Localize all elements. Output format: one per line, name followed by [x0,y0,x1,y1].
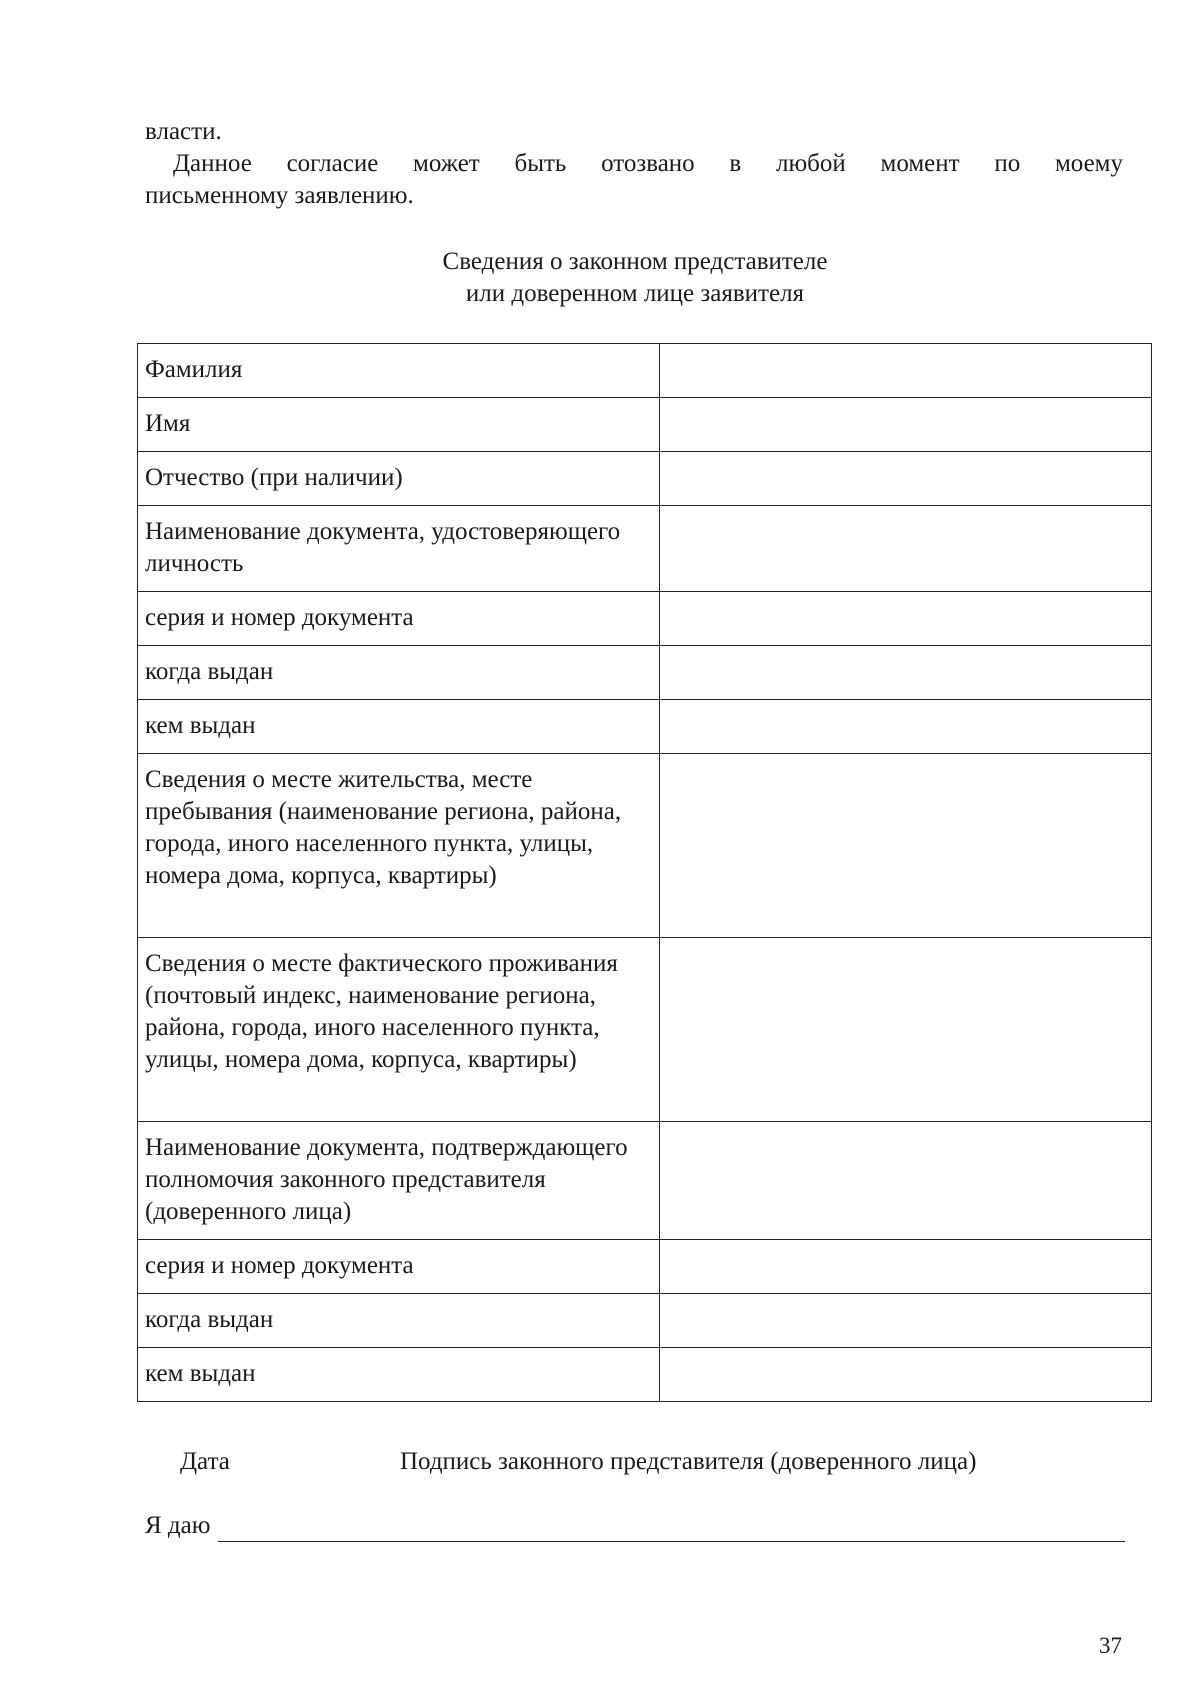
row-label: серия и номер документа [138,592,660,646]
row-label: Фамилия [138,344,660,398]
consent-fill-line[interactable] [218,1515,1125,1542]
table-row [138,344,1152,398]
table-row [138,452,1152,506]
row-value-field[interactable] [660,506,1152,592]
date-label: Дата [180,1448,230,1475]
row-value-field[interactable] [660,1122,1152,1240]
row-value-field[interactable] [660,700,1152,754]
representative-info-table [137,343,1152,1402]
row-label: кем выдан [138,1348,660,1402]
row-label: кем выдан [138,700,660,754]
consent-prefix: Я даю [145,1512,211,1539]
table-row [138,646,1152,700]
table-row [138,754,1152,938]
intro-paragraph: Данное согласие может быть отозвано в любой момент по моему [173,150,1123,177]
row-label: Имя [138,398,660,452]
table-row [138,592,1152,646]
row-value-field[interactable] [660,398,1152,452]
table-row [138,1122,1152,1240]
table-row [138,1348,1152,1402]
section-title-line-1: Сведения о законном представителе [442,248,828,275]
row-label: серия и номер документа [138,1240,660,1294]
row-label: Отчество (при наличии) [138,452,660,506]
row-label: Наименование документа, подтверждающего полномочия законного представителя (доверенного лица) [138,1122,660,1240]
row-value-field[interactable] [660,938,1152,1122]
table-row [138,938,1152,1122]
page-number: 37 [1099,1633,1122,1658]
table-row [138,398,1152,452]
intro-text [145,116,1123,212]
row-value-field[interactable] [660,344,1152,398]
intro-paragraph-end: письменному заявлению. [145,182,414,209]
table-row [138,1294,1152,1348]
row-value-field[interactable] [660,1348,1152,1402]
table-row [138,1240,1152,1294]
row-label: когда выдан [138,646,660,700]
intro-line-1: власти. [145,118,222,145]
consent-line [145,1510,1125,1542]
row-value-field[interactable] [660,452,1152,506]
row-value-field[interactable] [660,1294,1152,1348]
section-title [0,246,1200,310]
signature-label: Подпись законного представителя (доверенного лица) [400,1448,977,1475]
row-label: Сведения о месте фактического проживания (почтовый индекс, наименование региона, района, города, иного населенного пункта, улицы, номера дома, корпуса, квартиры) [138,938,660,1122]
row-value-field[interactable] [660,1240,1152,1294]
row-label: Наименование документа, удостоверяющего личность [138,506,660,592]
row-label: когда выдан [138,1294,660,1348]
section-title-line-2: или доверенном лице заявителя [465,280,805,307]
row-value-field[interactable] [660,754,1152,938]
row-value-field[interactable] [660,592,1152,646]
row-label: Сведения о месте жительства, месте пребывания (наименование региона, района, города, иного населенного пункта, улицы, номера дома, корпуса, квартиры) [138,754,660,938]
table-row [138,506,1152,592]
table-row [138,700,1152,754]
row-value-field[interactable] [660,646,1152,700]
